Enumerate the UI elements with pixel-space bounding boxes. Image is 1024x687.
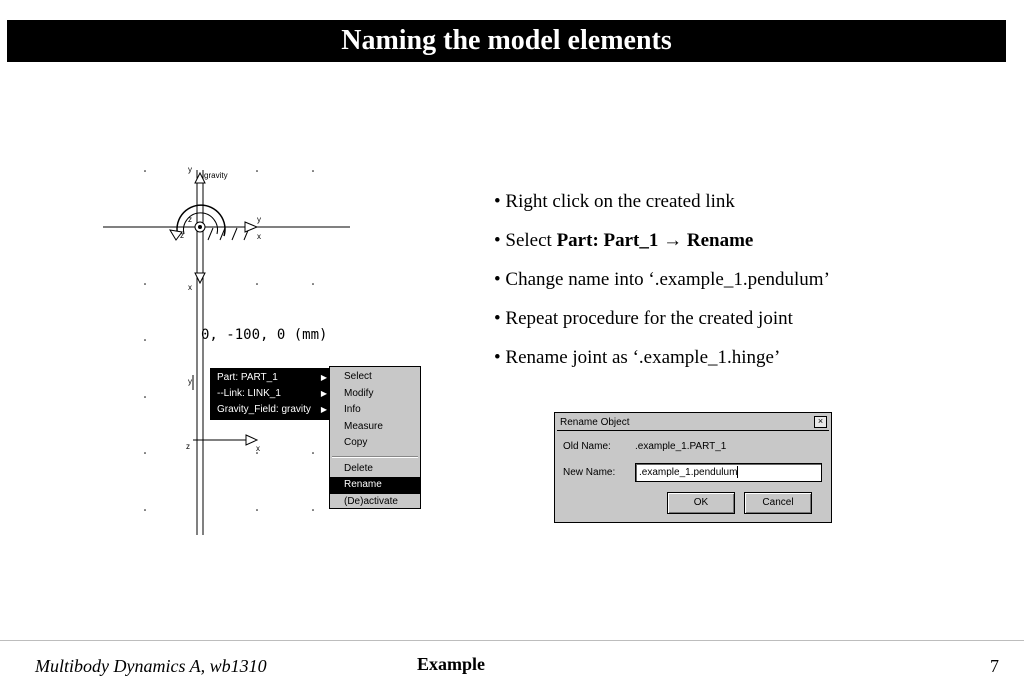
close-icon[interactable]: × <box>814 416 827 428</box>
new-name-label: New Name: <box>563 467 616 478</box>
axis-label-x-3: x <box>256 444 260 453</box>
old-name-value: .example_1.PART_1 <box>635 441 727 452</box>
axis-label-z-2: z <box>180 231 184 240</box>
submenu-item-copy[interactable]: Copy <box>344 437 368 448</box>
submenu-item-modify[interactable]: Modify <box>344 387 374 399</box>
bullet-2-prefix: • Select <box>494 230 557 251</box>
menu-separator <box>332 456 418 458</box>
submenu-item-rename[interactable]: Rename <box>330 477 420 494</box>
submenu-item-delete[interactable]: Delete <box>344 462 373 474</box>
new-name-input-value: .example_1.pendulum <box>639 467 738 478</box>
footer-divider <box>0 640 1024 641</box>
menu-item-label: --Link: LINK_1 <box>217 388 281 399</box>
axis-label-y: y <box>188 165 192 174</box>
bullet-3: • Change name into ‘.example_1.pendulum’ <box>494 269 830 290</box>
text-caret <box>737 466 738 478</box>
slide-title: Naming the model elements <box>7 20 1006 62</box>
submenu-item-measure[interactable]: Measure <box>344 420 383 432</box>
menu-item-link[interactable] <box>210 386 331 402</box>
section-label: Example <box>417 654 486 674</box>
axis-label-x: x <box>257 232 261 241</box>
bullet-2 <box>494 227 914 266</box>
submenu-arrow-icon: ▶ <box>320 389 327 398</box>
part-submenu <box>329 366 421 509</box>
old-name-label: Old Name: <box>563 441 611 452</box>
submenu-item-deactivate[interactable]: (De)activate <box>344 495 398 507</box>
new-name-input[interactable] <box>635 463 822 482</box>
axis-label-x-2: x <box>188 283 192 292</box>
axis-label-z: z <box>188 215 192 224</box>
page-number: 7 <box>990 656 999 676</box>
dialog-title-bar[interactable] <box>557 415 829 431</box>
dialog-title: Rename Object <box>560 417 630 428</box>
bullet-4: • Repeat procedure for the created joint <box>494 308 793 329</box>
course-name: Multibody Dynamics A, wb1310 <box>35 656 267 676</box>
submenu-arrow-icon: ▶ <box>320 373 327 382</box>
coordinate-readout: 0, -100, 0 (mm) <box>201 327 328 343</box>
rename-object-dialog <box>554 412 832 523</box>
instruction-list <box>494 188 914 383</box>
axis-label-y-2: y <box>257 215 261 224</box>
submenu-item-select[interactable]: Select <box>344 371 372 382</box>
bullet-1: • Right click on the created link <box>494 191 735 212</box>
submenu-item-info[interactable]: Info <box>344 404 361 415</box>
context-menu <box>210 368 331 420</box>
axis-label-y-3: y <box>188 377 192 386</box>
cancel-button[interactable]: Cancel <box>744 492 812 514</box>
bullet-2-bold: Part: Part_1 → Rename <box>556 230 754 251</box>
menu-item-part[interactable] <box>210 370 331 386</box>
menu-item-label: Part: PART_1 <box>217 372 278 383</box>
axis-label-z-3: z <box>186 442 190 451</box>
bullet-5: • Rename joint as ‘.example_1.hinge’ <box>494 347 781 368</box>
gravity-label: gravity <box>204 171 228 180</box>
menu-item-label: Gravity_Field: gravity <box>217 404 311 415</box>
ground-hatch <box>208 228 249 240</box>
submenu-arrow-icon: ▶ <box>320 405 327 414</box>
ok-button[interactable]: OK <box>667 492 735 514</box>
menu-item-gravity-field[interactable] <box>210 402 331 418</box>
